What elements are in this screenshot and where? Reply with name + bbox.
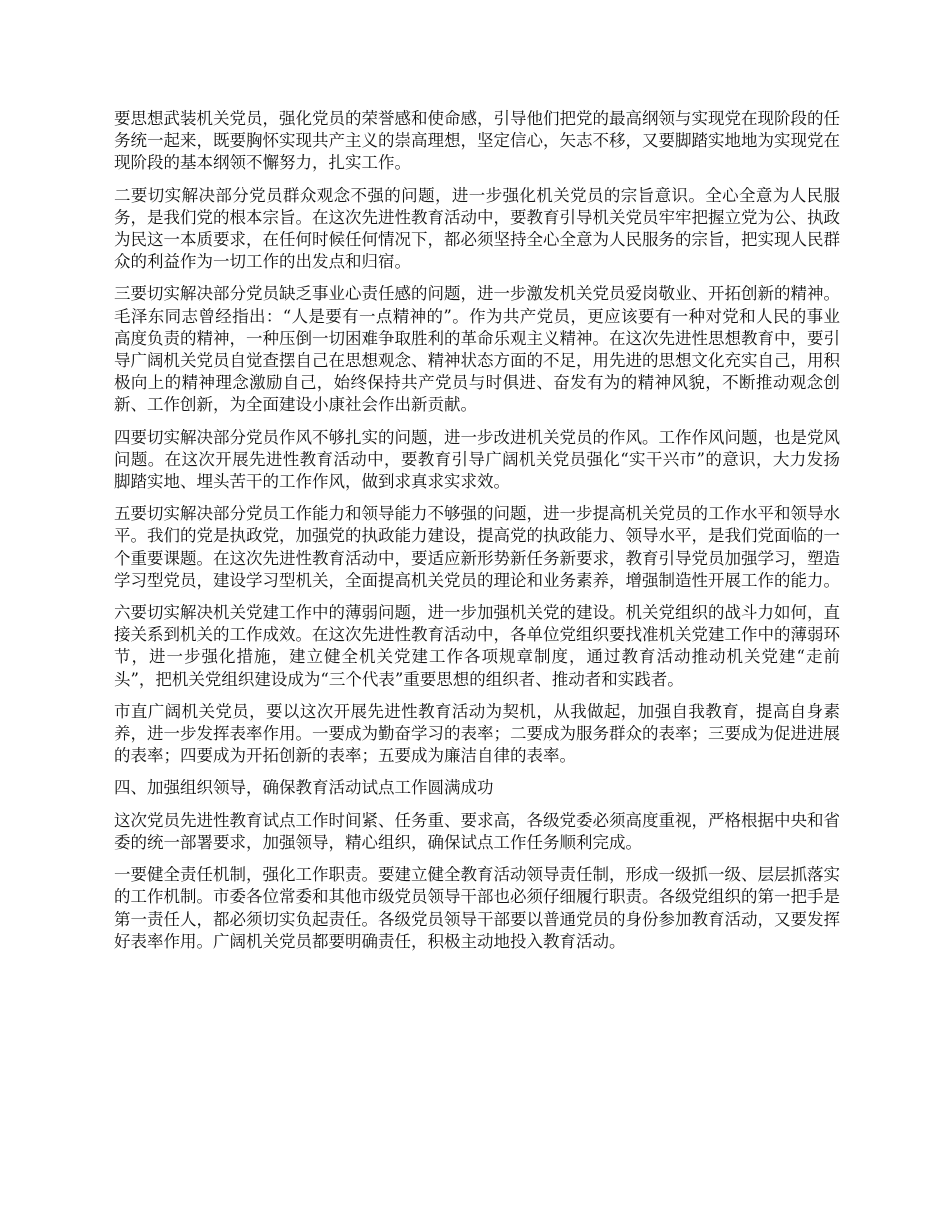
paragraph-6: 六要切实解决机关党建工作中的薄弱问题，进一步加强机关党的建设。机关党组织的战斗力如何，直接关系到机关的工作成效。在这次先进性教育活动中，各单位党组织要找准机关党建工作中的薄弱环节，进一步强化措施，建立健全机关党建工作各项规章制度，通过教育活动推动机关党建“走前头”，把机关党组织建设成为“三个代表”重要思想的组织者、推动者和实践者。	[114, 603, 840, 689]
paragraph-9: 一要健全责任机制，强化工作职责。要建立健全教育活动领导责任制，形成一级抓一级、层层抓落实的工作机制。市委各位常委和其他市级党员领导干部也必须仔细履行职责。各级党组织的第一把手是第一责任人，都必须切实负起责任。各级党员领导干部要以普通党员的身份参加教育活动，又要发挥好表率作用。广阔机关党员都要明确责任，积极主动地投入教育活动。	[114, 865, 840, 951]
paragraph-5: 五要切实解决部分党员工作能力和领导能力不够强的问题，进一步提高机关党员的工作水平和领导水平。我们的党是执政党，加强党的执政能力建设，提高党的执政能力、领导水平，是我们党面临的一个重要课题。在这次先进性教育活动中，要适应新形势新任务新要求，教育引导党员加强学习，塑造学习型党员，建设学习型机关，全面提高机关党员的理论和业务素养，增强制造性开展工作的能力。	[114, 504, 840, 590]
paragraph-7: 市直广阔机关党员，要以这次开展先进性教育活动为契机，从我做起，加强自我教育，提高自身素养，进一步发挥表率作用。一要成为勤奋学习的表率；二要成为服务群众的表率；三要成为促进进展的表率；四要成为开拓创新的表率；五要成为廉洁自律的表率。	[114, 701, 840, 766]
paragraph-3: 三要切实解决部分党员缺乏事业心责任感的问题，进一步激发机关党员爱岗敬业、开拓创新的精神。毛泽东同志曾经指出：“人是要有一点精神的”。作为共产党员，更应该要有一种对党和人民的事业高度负责的精神，一种压倒一切困难争取胜利的革命乐观主义精神。在这次先进性思想教育中，要引导广阔机关党员自觉查摆自己在思想观念、精神状态方面的不足，用先进的思想文化充实自己，用积极向上的精神理念激励自己，始终保持共产党员与时俱进、奋发有为的精神风貌，不断推动观念创新、工作创新，为全面建设小康社会作出新贡献。	[114, 284, 840, 415]
section-heading: 四、加强组织领导，确保教育活动试点工作圆满成功	[114, 778, 494, 798]
paragraph-8: 这次党员先进性教育试点工作时间紧、任务重、要求高，各级党委必须高度重视，严格根据中央和省委的统一部署要求，加强领导，精心组织，确保试点工作任务顺利完成。	[114, 810, 840, 852]
paragraph-1: 要思想武装机关党员，强化党员的荣誉感和使命感，引导他们把党的最高纲领与实现党在现阶段的任务统一起来，既要胸怀实现共产主义的崇高理想，坚定信心，矢志不移，又要脚踏实地地为实现党在现阶段的基本纲领不懈努力，扎实工作。	[114, 109, 840, 173]
paragraph-2: 二要切实解决部分党员群众观念不强的问题，进一步强化机关党员的宗旨意识。全心全意为人民服务，是我们党的根本宗旨。在这次先进性教育活动中，要教育引导机关党员牢牢把握立党为公、执政为民这一本质要求，在任何时候任何情况下，都必须坚持全心全意为人民服务的宗旨，把实现人民群众的利益作为一切工作的出发点和归宿。	[114, 185, 840, 272]
document-page	[114, 108, 840, 963]
paragraph-4: 四要切实解决部分党员作风不够扎实的问题，进一步改进机关党员的作风。工作作风问题，也是党风问题。在这次开展先进性教育活动中，要教育引导广阔机关党员强化“实干兴市”的意识，大力发扬脚踏实地、埋头苦干的工作作风，做到求真求实求效。	[114, 427, 840, 492]
